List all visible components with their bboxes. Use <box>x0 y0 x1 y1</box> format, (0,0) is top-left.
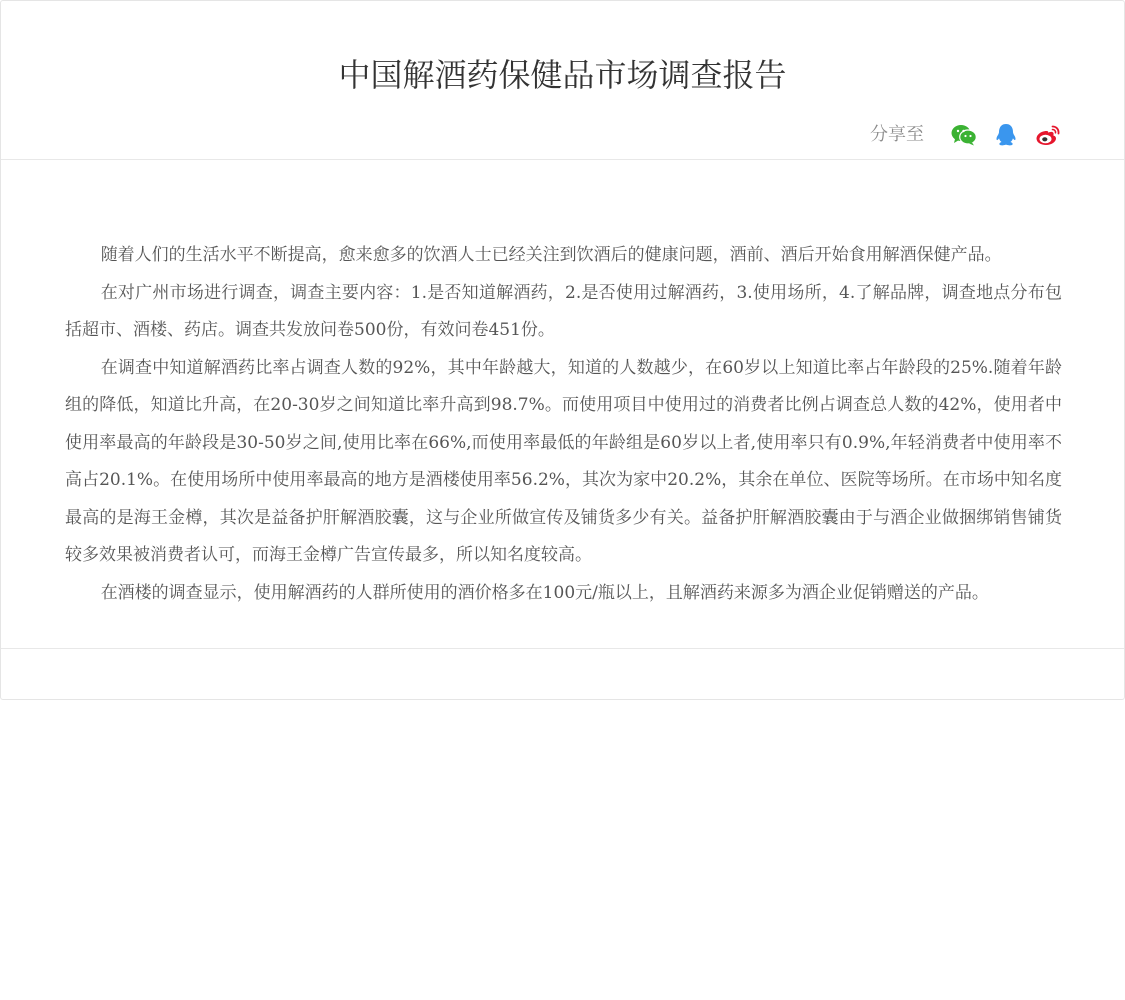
weibo-icon[interactable] <box>1034 121 1062 149</box>
article-header <box>1 1 1124 160</box>
wechat-icon[interactable] <box>950 121 978 149</box>
article-paragraph: 在调查中知道解酒药比率占调查人数的92%，其中年龄越大，知道的人数越少，在60岁以上知道比率占年龄段的25%.随着年龄组的降低，知道比升高，在20-30岁之间知道比率升高到98.7%。而使用项目中使用过的消费者比例占调查总人数的42%，使用者中使用率最高的年龄段是30-50岁之间,使用比率在66%,而使用率最低的年龄组是60岁以上者,使用率只有0.9%,年轻消费者中使用率不高占20.1%。在使用场所中使用率最高的地方是酒楼使用率56.2%，其次为家中20.2%，其余在单位、医院等场所。在市场中知名度最高的是海王金樽，其次是益备护肝解酒胶囊，这与企业所做宣传及铺货多少有关。益备护肝解酒胶囊由于与酒企业做捆绑销售铺货较多效果被消费者认可，而海王金樽广告宣传最多，所以知名度较高。 <box>65 357 1062 565</box>
article-body <box>65 237 1062 612</box>
article-paragraph: 在对广州市场进行调查，调查主要内容：1.是否知道解酒药，2.是否使用过解酒药，3.使用场所，4.了解品牌，调查地点分布包括超市、酒楼、药店。调查共发放问卷500份，有效问卷451份。 <box>65 282 1062 340</box>
share-bar <box>870 121 1062 149</box>
share-label: 分享至 <box>870 124 924 145</box>
footer-divider <box>1 648 1124 649</box>
article-paragraph: 随着人们的生活水平不断提高，愈来愈多的饮酒人士已经关注到饮酒后的健康问题，酒前、酒后开始食用解酒保健产品。 <box>100 245 1002 265</box>
article-paragraph: 在酒楼的调查显示，使用解酒药的人群所使用的酒价格多在100元/瓶以上，且解酒药来源多为酒企业促销赠送的产品。 <box>100 582 989 603</box>
qq-icon[interactable] <box>992 121 1020 149</box>
article-title: 中国解酒药保健品市场调查报告 <box>338 56 787 94</box>
